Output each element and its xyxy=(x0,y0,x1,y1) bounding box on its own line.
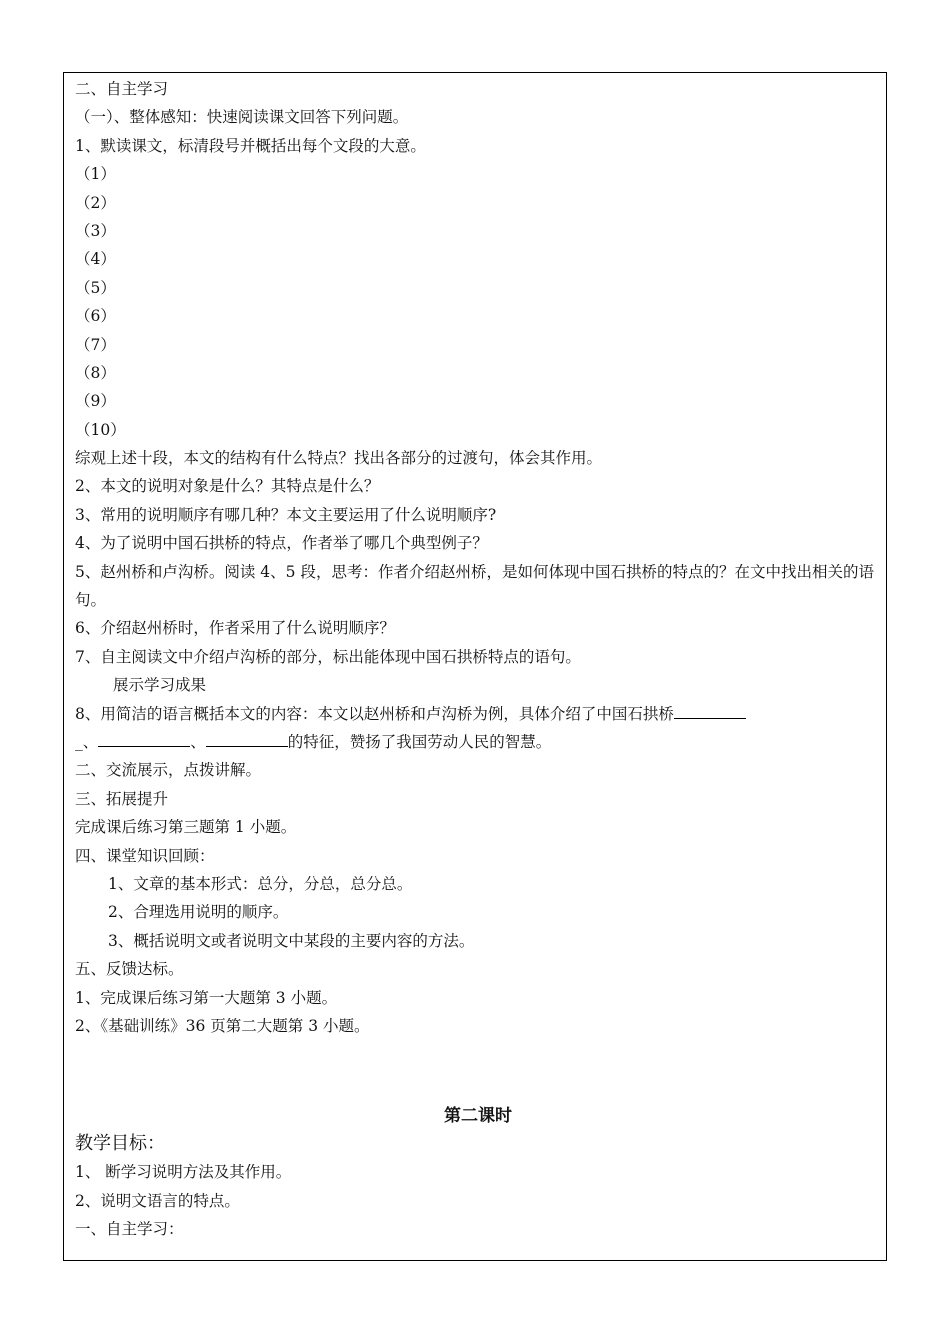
extend-heading: 三、拓展提升 xyxy=(75,789,169,808)
review-item-3: 3、概括说明文或者说明文中某段的主要内容的方法。 xyxy=(108,931,475,950)
teaching-goal-1: 1、 断学习说明方法及其作用。 xyxy=(75,1163,292,1182)
question-7: 7、自主阅读文中介绍卢沟桥的部分，标出能体现中国石拱桥特点的语句。 xyxy=(75,647,581,666)
paragraph-number-8: （8） xyxy=(75,363,116,382)
lesson-2-self-study-heading: 一、自主学习： xyxy=(75,1220,184,1239)
paragraph-number-4: （4） xyxy=(75,250,116,269)
question-4: 4、为了说明中国石拱桥的特点，作者举了哪几个典型例子？ xyxy=(75,534,488,553)
show-results-heading: 展示学习成果 xyxy=(113,676,207,695)
question-5: 5、赵州桥和卢沟桥。阅读 4、5 段，思考：作者介绍赵州桥，是如何体现中国石拱桥的特点的？在文中找出相关的语句。 xyxy=(75,562,874,610)
feedback-item-1: 1、完成课后练习第一大题第 3 小题。 xyxy=(75,988,338,1007)
teaching-goals-heading: 教学目标： xyxy=(75,1133,165,1155)
fill-blank-2[interactable] xyxy=(98,729,190,747)
review-item-2: 2、合理选用说明的顺序。 xyxy=(108,903,289,922)
fill-blank-1[interactable] xyxy=(674,701,746,719)
question-8-separator-1: _、 xyxy=(75,733,99,752)
sub-heading-overall-perception: （一）、整体感知：快速阅读课文回答下列问题。 xyxy=(75,108,409,127)
blank-space xyxy=(75,1040,881,1102)
review-heading: 四、课堂知识回顾： xyxy=(75,846,215,865)
paragraph-number-10: （10） xyxy=(75,420,126,439)
lesson-2-title: 第二课时 xyxy=(444,1106,512,1127)
paragraph-number-5: （5） xyxy=(75,278,116,297)
paragraph-number-3: （3） xyxy=(75,221,116,240)
feedback-item-2: 2、《基础训练》36 页第二大题第 3 小题。 xyxy=(75,1016,370,1035)
paragraph-number-7: （7） xyxy=(75,335,116,354)
question-8-separator-2: 、 xyxy=(190,733,206,752)
question-8-text: 8、用简洁的语言概括本文的内容：本文以赵州桥和卢沟桥为例，具体介绍了中国石拱桥 xyxy=(75,704,674,723)
question-8-line1 xyxy=(75,700,881,728)
paragraph-number-2: （2） xyxy=(75,193,116,212)
paragraph-number-1: （1） xyxy=(75,165,116,184)
document-content xyxy=(75,75,881,1243)
question-6: 6、介绍赵州桥时，作者采用了什么说明顺序？ xyxy=(75,619,395,638)
extend-task: 完成课后练习第三题第 1 小题。 xyxy=(75,818,297,837)
feedback-heading: 五、反馈达标。 xyxy=(75,960,184,979)
structure-question: 综观上述十段，本文的结构有什么特点？找出各部分的过渡句，体会其作用。 xyxy=(75,449,603,468)
paragraph-number-6: （6） xyxy=(75,307,116,326)
question-8-line2 xyxy=(75,728,881,756)
question-2: 2、本文的说明对象是什么？其特点是什么？ xyxy=(75,477,380,496)
section-heading-self-study: 二、自主学习 xyxy=(75,80,169,98)
exchange-heading: 二、交流展示，点拨讲解。 xyxy=(75,761,262,780)
question-8-ending: 的特征，赞扬了我国劳动人民的智慧。 xyxy=(287,733,552,752)
fill-blank-3[interactable] xyxy=(206,729,288,747)
review-item-1: 1、文章的基本形式：总分，分总，总分总。 xyxy=(108,874,413,893)
question-1: 1、默读课文，标清段号并概括出每个文段的大意。 xyxy=(75,136,426,155)
question-3: 3、常用的说明顺序有哪几种？本文主要运用了什么说明顺序? xyxy=(75,505,497,524)
teaching-goal-2: 2、说明文语言的特点。 xyxy=(75,1191,240,1210)
paragraph-number-9: （9） xyxy=(75,392,116,411)
